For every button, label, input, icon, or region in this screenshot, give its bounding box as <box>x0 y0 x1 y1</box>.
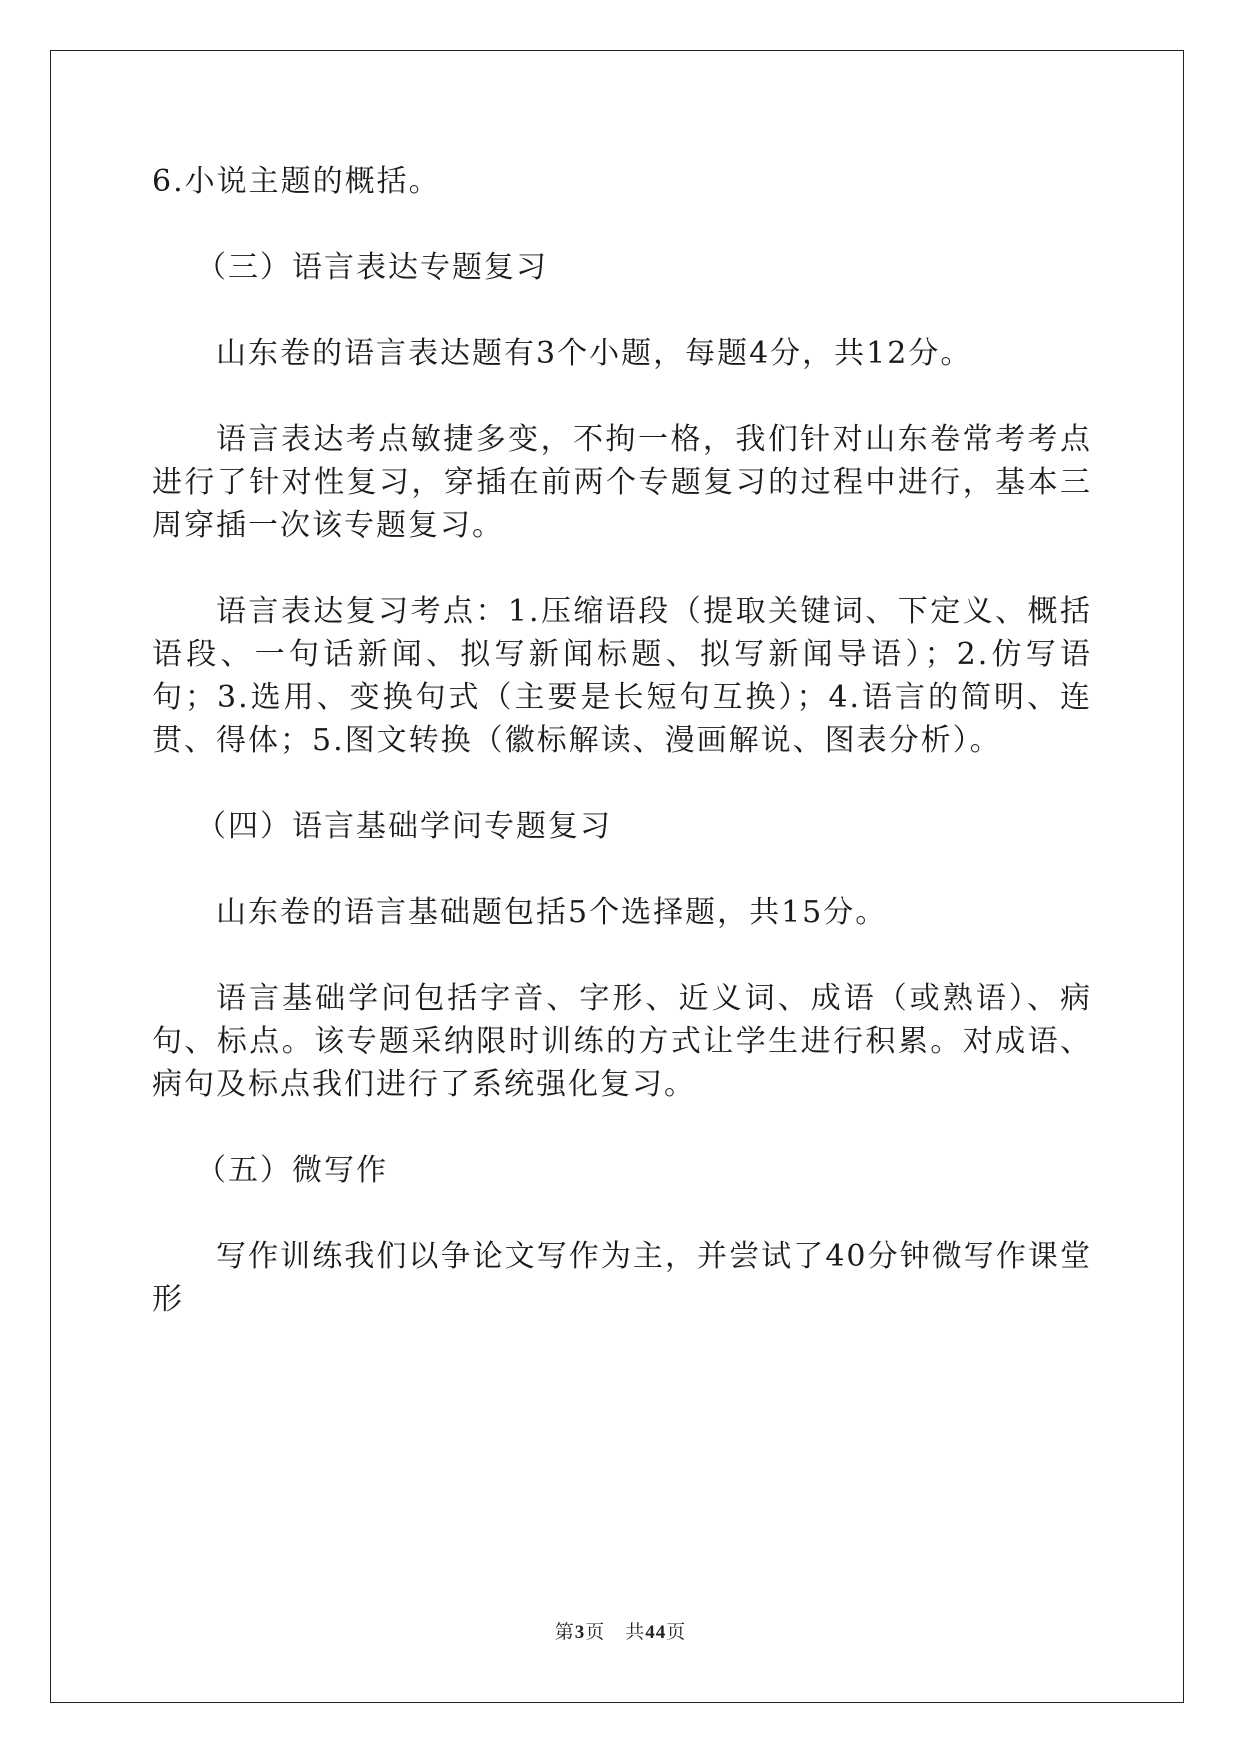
footer-suffix: 页 <box>666 1621 687 1643</box>
footer-prefix: 第 <box>554 1621 575 1643</box>
paragraph: 语言基础学问包括字音、字形、近义词、成语（或熟语）、病句、标点。该专题采纳限时训练的方式让学生进行积累。对成语、病句及标点我们进行了系统强化复习。 <box>152 981 1092 1102</box>
paragraph: 语言表达复习考点：1.压缩语段（提取关键词、下定义、概括语段、一句话新闻、拟写新闻标题、拟写新闻导语）；2.仿写语句；3.选用、变换句式（主要是长短句互换）；4.语言的简明、连贯、得体；5.图文转换（徽标解读、漫画解说、图表分析）。 <box>152 594 1092 758</box>
paragraph-item-6: 6.小说主题的概括。 <box>152 164 441 199</box>
section-heading-4: （四）语言基础学问专题复习 <box>196 809 612 844</box>
paragraph: 山东卷的语言表达题有3个小题，每题4分，共12分。 <box>216 336 973 371</box>
paragraph: 山东卷的语言基础题包括5个选择题，共15分。 <box>216 895 888 930</box>
section-heading-3: （三）语言表达专题复习 <box>196 250 548 285</box>
total-pages-number: 44 <box>645 1622 667 1643</box>
paragraph: 写作训练我们以争论文写作为主，并尝试了40分钟微写作课堂形 <box>152 1239 1092 1317</box>
current-page-number: 3 <box>574 1622 586 1643</box>
document-body <box>152 160 1092 1364</box>
section-heading-5: （五）微写作 <box>196 1153 388 1188</box>
paragraph: 语言表达考点敏捷多变，不拘一格，我们针对山东卷常考考点进行了针对性复习，穿插在前两个专题复习的过程中进行，基本三周穿插一次该专题复习。 <box>152 422 1092 543</box>
footer-mid: 页 共 <box>585 1621 646 1643</box>
page-footer <box>0 1617 1241 1644</box>
